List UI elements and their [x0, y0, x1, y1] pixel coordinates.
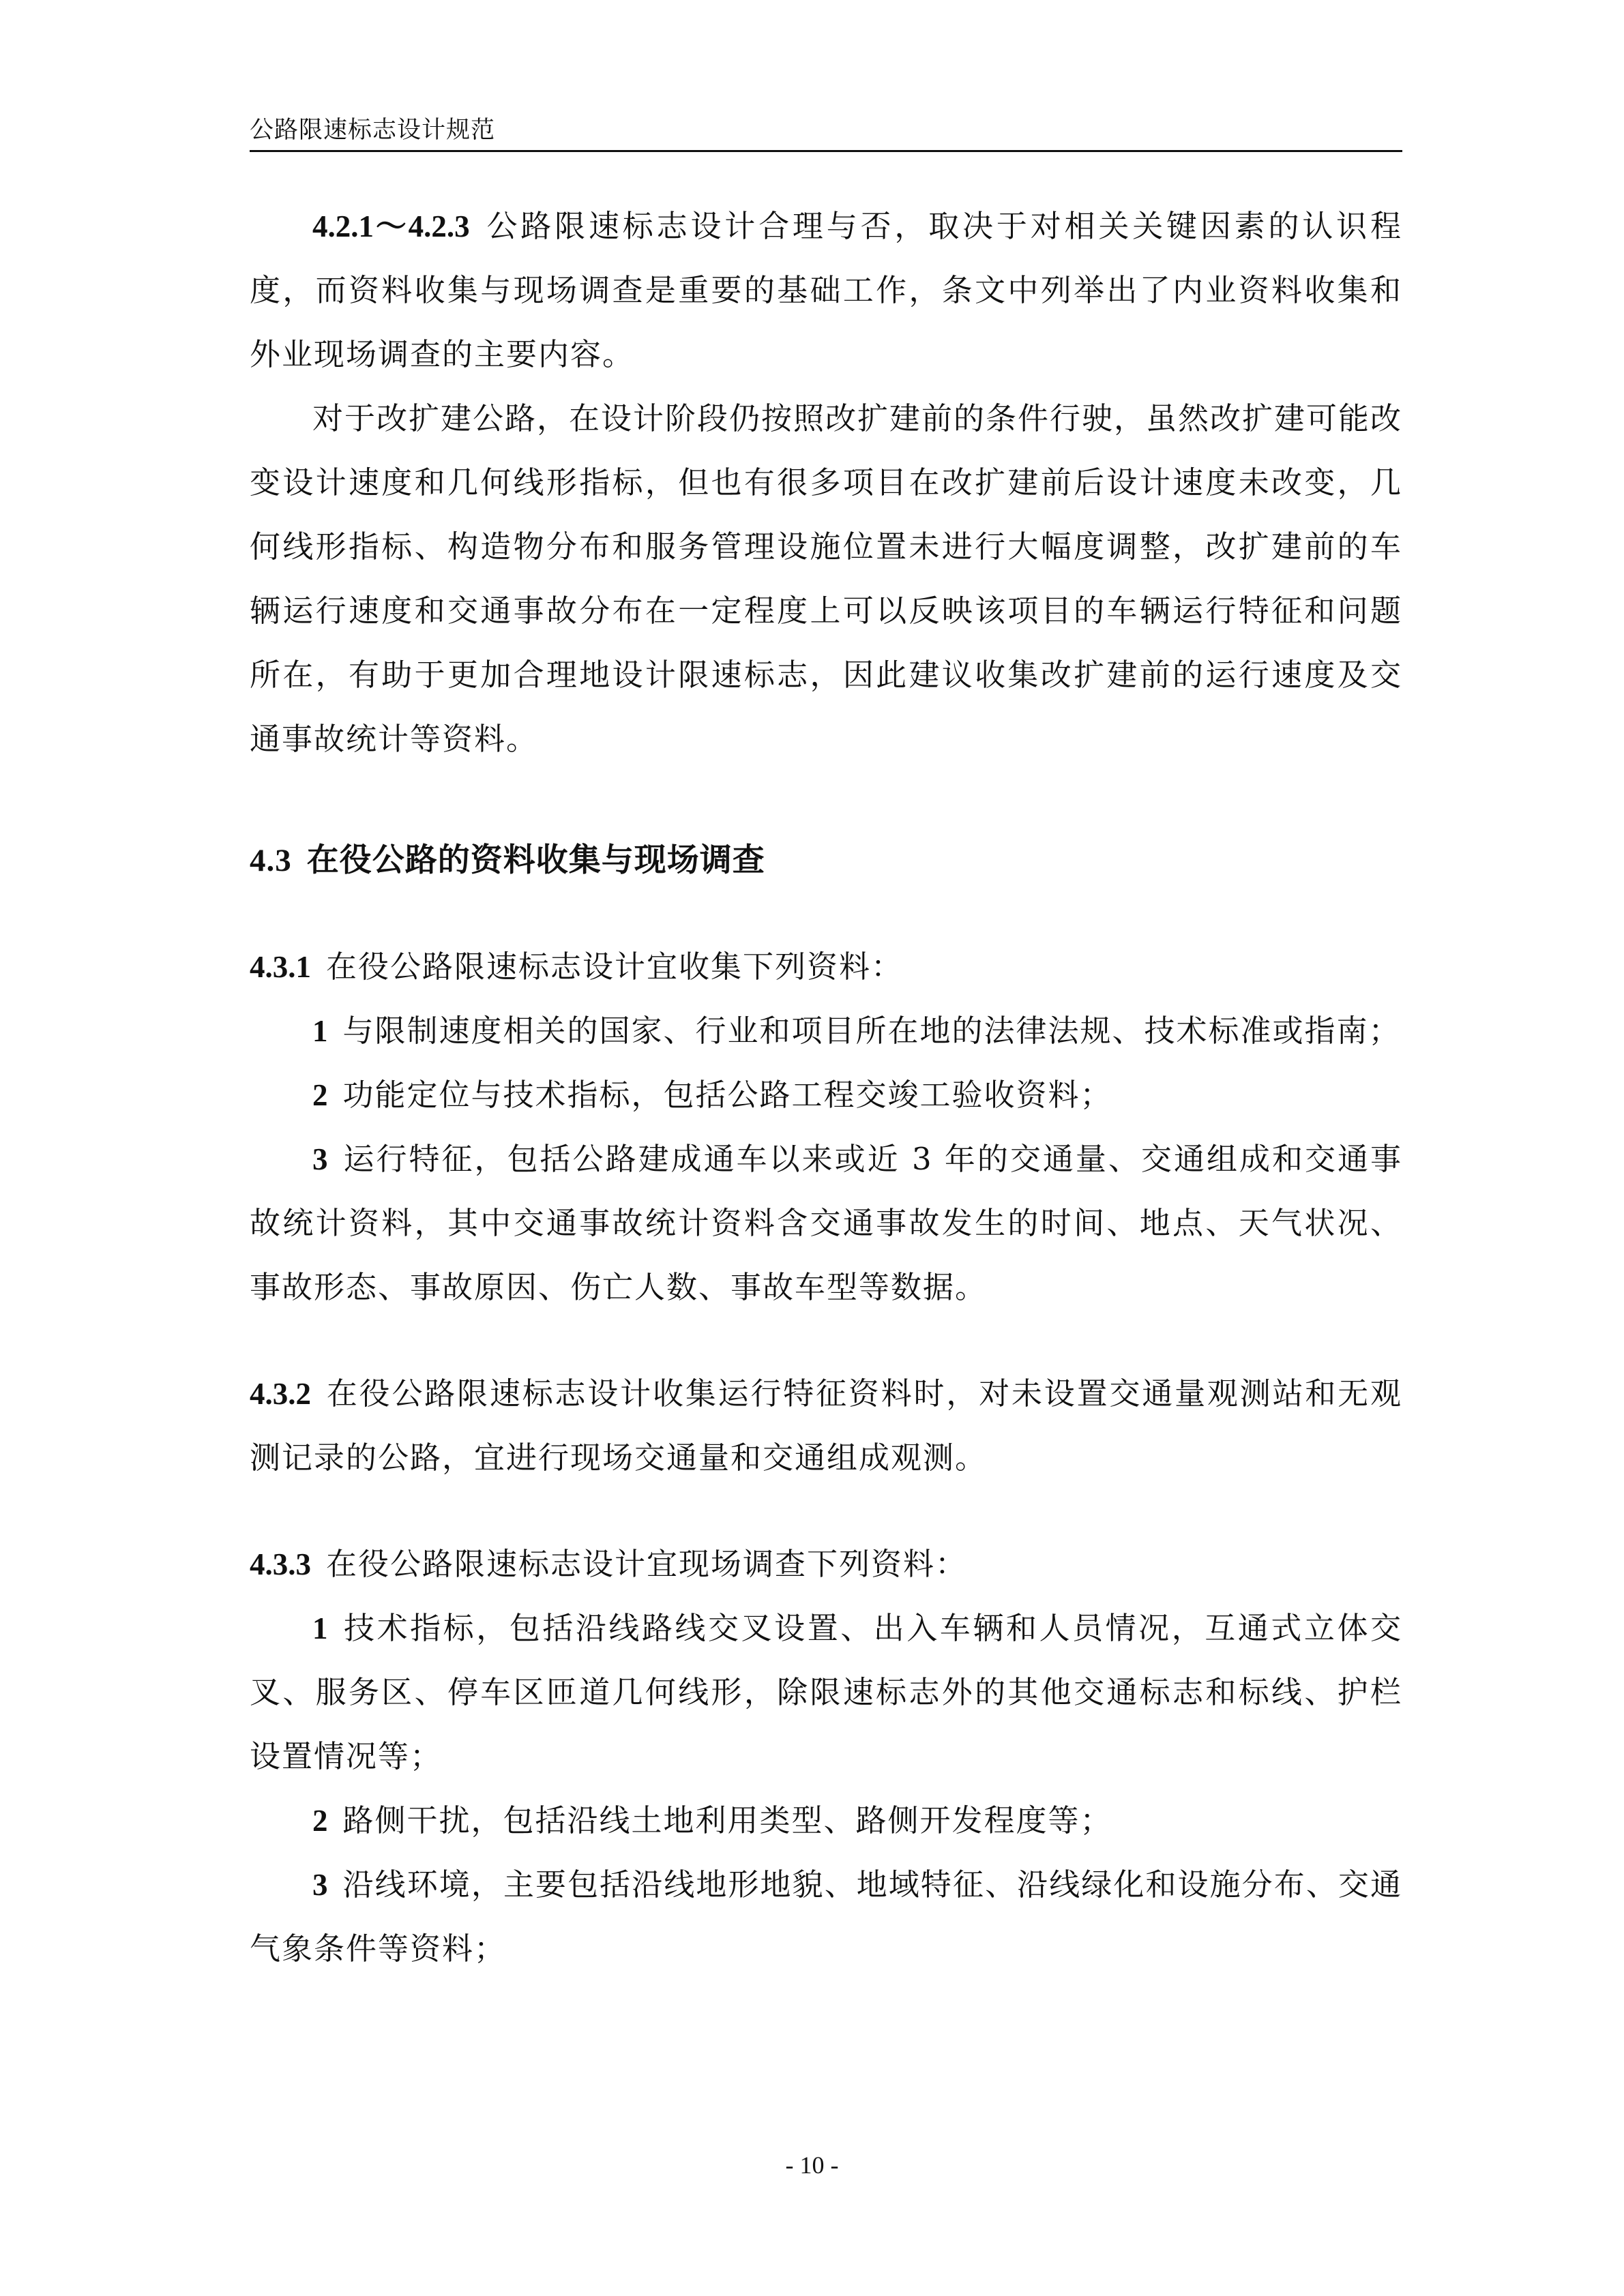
clause-text: 公路限速标志设计合理与否，取决于对相关关键因素的认识程度，而资料收集与现场调查是重要的基础工作，条文中列举出了内业资料收集和外业现场调查的主要内容。	[250, 208, 1402, 372]
clause-number: 4.2.1～4.2.3	[312, 209, 470, 243]
clause-text: 在役公路限速标志设计收集运行特征资料时，对未设置交通量观测站和无观测记录的公路，宜进行现场交通量和交通组成观测。	[250, 1375, 1402, 1476]
clause-4-3-3	[250, 1532, 1402, 1596]
section-number: 4.3	[250, 843, 292, 878]
clause-4-2-paragraph-2: 对于改扩建公路，在设计阶段仍按照改扩建前的条件行驶，虽然改扩建可能改变设计速度和几何线形指标，但也有很多项目在改扩建前后设计速度未改变，几何线形指标、构造物分布和服务管理设施位置未进行大幅度调整，改扩建前的车辆运行速度和交通事故分布在一定程度上可以反映该项目的车辆运行特征和问题所在，有助于更加合理地设计限速标志，因此建议收集改扩建前的运行速度及交通事故统计等资料。	[250, 400, 1403, 757]
item-number: 2	[312, 1804, 328, 1838]
clause-4-2-paragraph-1	[250, 194, 1402, 387]
header-title: 公路限速标志设计规范	[250, 117, 496, 144]
clause-4-3-2	[250, 1362, 1402, 1490]
section-title: 在役公路的资料收集与现场调查	[306, 841, 765, 879]
clause-number: 4.3.2	[250, 1377, 311, 1411]
item-text: 路侧干扰，包括沿线土地利用类型、路侧开发程度等；	[342, 1802, 1112, 1838]
clause-text: 在役公路限速标志设计宜现场调查下列资料：	[326, 1546, 968, 1582]
page-header	[250, 113, 1402, 154]
list-item	[250, 999, 1402, 1063]
item-text: 沿线环境，主要包括沿线地形地貌、地域特征、沿线绿化和设施分布、交通气象条件等资料；	[250, 1866, 1402, 1967]
item-text: 与限制速度相关的国家、行业和项目所在地的法律法规、技术标准或指南；	[342, 1013, 1401, 1049]
item-number: 3	[312, 1142, 328, 1176]
item-text: 运行特征，包括公路建成通车以来或近 3 年的交通量、交通组成和交通事故统计资料，其中交通事故统计资料含交通事故发生的时间、地点、天气状况、事故形态、事故原因、伤亡人数、事故车型等数据。	[250, 1141, 1402, 1305]
document-body	[250, 194, 1402, 1981]
list-item	[250, 1853, 1402, 1981]
item-text: 技术指标，包括沿线路线交叉设置、出入车辆和人员情况，互通式立体交叉、服务区、停车区匝道几何线形，除限速标志外的其他交通标志和标线、护栏设置情况等；	[250, 1610, 1402, 1774]
clause-text: 在役公路限速标志设计宜收集下列资料：	[326, 949, 904, 985]
item-number: 1	[312, 1014, 328, 1048]
header-rule	[250, 150, 1402, 152]
item-number: 2	[312, 1078, 328, 1112]
clause-number: 4.3.1	[250, 950, 311, 984]
clause-number: 4.3.3	[250, 1547, 311, 1581]
list-item	[250, 1596, 1402, 1789]
clause-4-3-1	[250, 935, 1402, 999]
item-text: 功能定位与技术指标，包括公路工程交竣工验收资料；	[342, 1077, 1112, 1113]
list-item	[250, 1789, 1402, 1853]
page-number: - 10 -	[785, 2151, 839, 2179]
list-item	[250, 1063, 1402, 1127]
list-item	[250, 1127, 1402, 1320]
item-number: 3	[312, 1868, 328, 1902]
section-heading	[250, 829, 1402, 893]
item-number: 1	[312, 1611, 328, 1645]
